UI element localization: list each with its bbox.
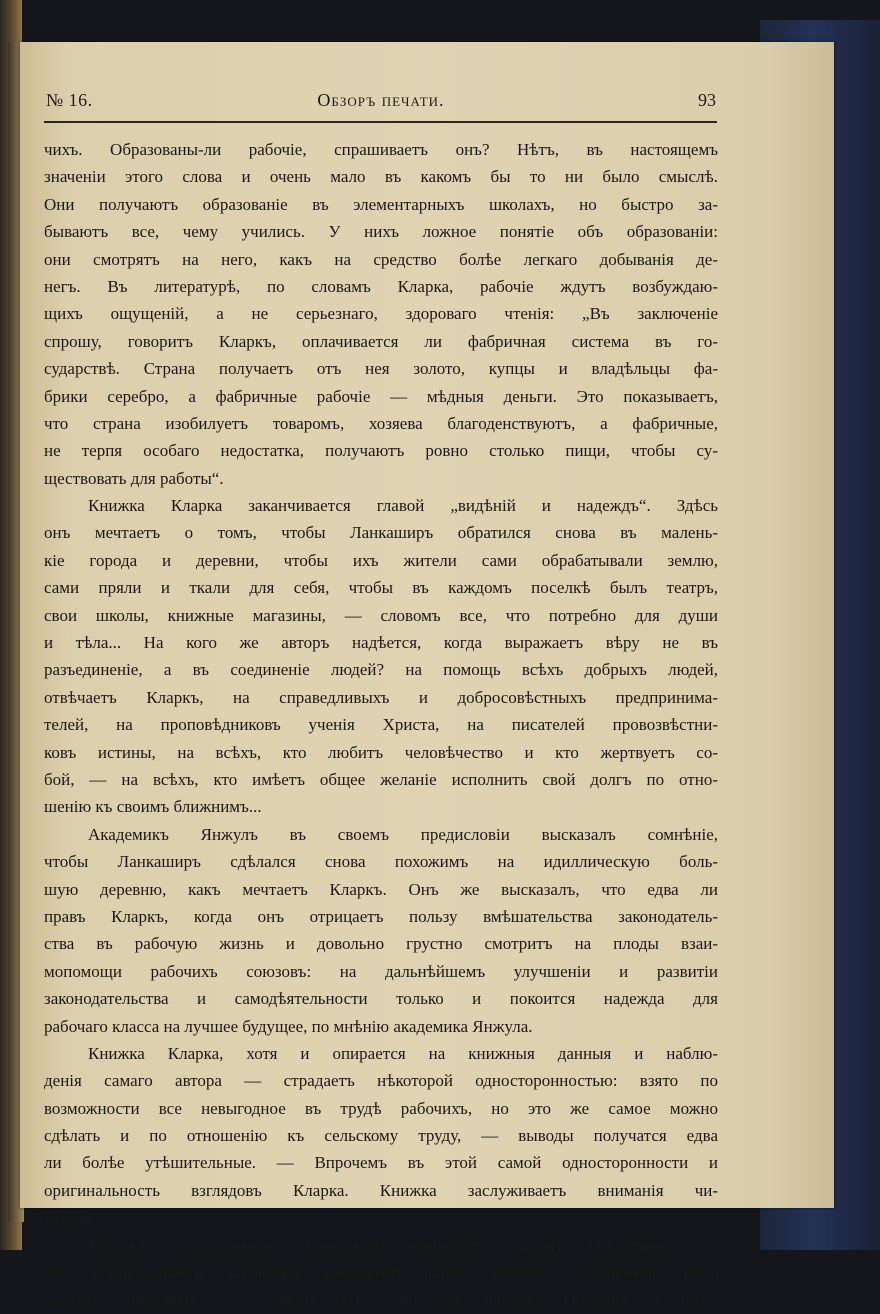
text-line: денія самаго автора — страдаетъ нѣкоторой односторонностью: взято по bbox=[44, 1071, 718, 1091]
text-line: сдѣлать и по отношенію къ сельскому труду, — выводы получатся едва bbox=[44, 1126, 718, 1146]
text-line: оригинальность взглядовъ Кларка. Книжка заслуживаетъ вниманія чи- bbox=[44, 1180, 718, 1200]
text-line: ства въ рабочую жизнь и довольно грустно смотритъ на плоды взаи- bbox=[44, 934, 718, 954]
text-line: спрошу, говоритъ Кларкъ, оплачивается ли фабричная система въ го- bbox=[44, 331, 718, 351]
text-line: Книжка, составленная Бѣляевской, наоборотъ, вполнѣ объективна, — bbox=[88, 1235, 718, 1255]
header-rule bbox=[44, 121, 717, 123]
page-number: 93 bbox=[698, 90, 716, 110]
text-line: шенію къ своимъ ближнимъ... bbox=[44, 797, 262, 817]
text-line: Книжка Кларка, хотя и опирается на книжныя данныя и наблю- bbox=[88, 1043, 718, 1063]
running-header bbox=[46, 88, 716, 118]
text-line: значеніи этого слова и очень мало въ какомъ бы то ни было смыслѣ. bbox=[44, 167, 718, 187]
section-title: Обзоръ печати. bbox=[317, 90, 445, 110]
text-line: рабочаго класса на лучшее будущее, по мнѣнію академика Янжула. bbox=[44, 1016, 533, 1036]
text-line: кіе города и деревни, чтобы ихъ жители сами обрабатывали землю, bbox=[44, 550, 718, 570]
text-line: чихъ. Образованы-ли рабочіе, спрашиваетъ онъ? Нѣтъ, въ настоящемъ bbox=[44, 140, 718, 159]
text-line: бываютъ все, чему учились. У нихъ ложное понятіе объ образованіи: bbox=[44, 222, 718, 242]
text-line: свои школы, книжные магазины, — словомъ все, что потребно для души bbox=[44, 605, 718, 625]
text-line: занятій, привычки, — словомъ здѣсь читатель найдетъ свѣдѣнія о томъ, bbox=[44, 1290, 718, 1310]
text-line: они смотрятъ на него, какъ на средство болѣе легкаго добыванія де- bbox=[44, 249, 718, 269]
text-line: Они получаютъ образованіе въ элементарныхъ школахъ, но быстро за- bbox=[44, 194, 718, 214]
text-line: не терпя особаго недостатка, получаютъ ровно столько пищи, чтобы су- bbox=[44, 441, 718, 461]
text-line: сами пряли и ткали для себя, чтобы въ каждомъ поселкѣ былъ театръ, bbox=[44, 578, 718, 598]
text-line: телей, на проповѣдниковъ ученія Христа, на писателей провозвѣстни- bbox=[44, 715, 718, 735]
text-line: законодательства и самодѣятельности только и покоится надежда для bbox=[44, 989, 718, 1009]
text-line: возможности все невыгодное въ трудѣ рабочихъ, но это же самое можно bbox=[44, 1098, 718, 1118]
issue-number: № 16. bbox=[46, 90, 93, 110]
text-line: ковъ истины, на всѣхъ, кто любитъ человѣчество и кто жертвуетъ со- bbox=[44, 742, 718, 762]
text-line: тателя. bbox=[44, 1208, 95, 1228]
text-line: брики серебро, а фабричные рабочіе — мѣдныя деньги. Это показываетъ, bbox=[44, 386, 718, 406]
body-text bbox=[44, 136, 718, 1314]
text-line: ществовать для работы“. bbox=[44, 468, 224, 488]
text-line: что страна изобилуетъ товаромъ, хозяева благоденствуютъ, а фабричные, bbox=[44, 413, 718, 433]
text-line: онъ мечтаетъ о томъ, чтобы Ланкаширъ обратился снова въ малень- bbox=[44, 523, 718, 543]
text-line: правъ Кларкъ, когда онъ отрицаетъ пользу вмѣшательства законодатель- bbox=[44, 906, 718, 926]
text-line: негъ. Въ литературѣ, по словамъ Кларка, рабочіе ждутъ возбуждаю- bbox=[44, 276, 718, 296]
text-line: сударствѣ. Страна получаетъ отъ нея золото, купцы и владѣльцы фа- bbox=[44, 359, 718, 379]
text-line: бой, — на всѣхъ, кто имѣетъ общее желаніе исполнить свой долгъ по отно- bbox=[44, 769, 718, 789]
text-line: отвѣчаетъ Кларкъ, на справедливыхъ и добросовѣстныхъ предпринима- bbox=[44, 687, 718, 707]
text-line: шую деревню, какъ мечтаетъ Кларкъ. Онъ же высказалъ, что едва ли bbox=[44, 879, 718, 899]
text-line: разъединеніе, а въ соединеніе людей? на помощь всѣхъ добрыхъ людей, bbox=[44, 660, 718, 680]
text-line: и тѣла... На кого же авторъ надѣется, когда выражаетъ вѣру не въ bbox=[44, 633, 718, 653]
text-line: ли болѣе утѣшительные. — Впрочемъ въ этой самой односторонности и bbox=[44, 1153, 718, 1173]
text-line: Академикъ Янжулъ въ своемъ предисловіи высказалъ сомнѣніе, bbox=[88, 824, 718, 844]
text-line: чтобы Ланкаширъ сдѣлался снова похожимъ на идиллическую боль- bbox=[44, 852, 718, 872]
text-line: Книжка Кларка заканчивается главой „видѣній и надеждъ“. Здѣсь bbox=[88, 496, 718, 516]
text-line: мопомощи рабочихъ союзовъ: на дальнѣйшемъ улучшеніи и развитіи bbox=[44, 961, 718, 981]
text-line: щихъ ощущеній, а не серьезнаго, здороваго чтенія: „Въ заключеніе bbox=[44, 304, 718, 324]
text-line: она обрисовываетъ характеръ англійской націи, способы управленія, родъ bbox=[44, 1263, 718, 1283]
